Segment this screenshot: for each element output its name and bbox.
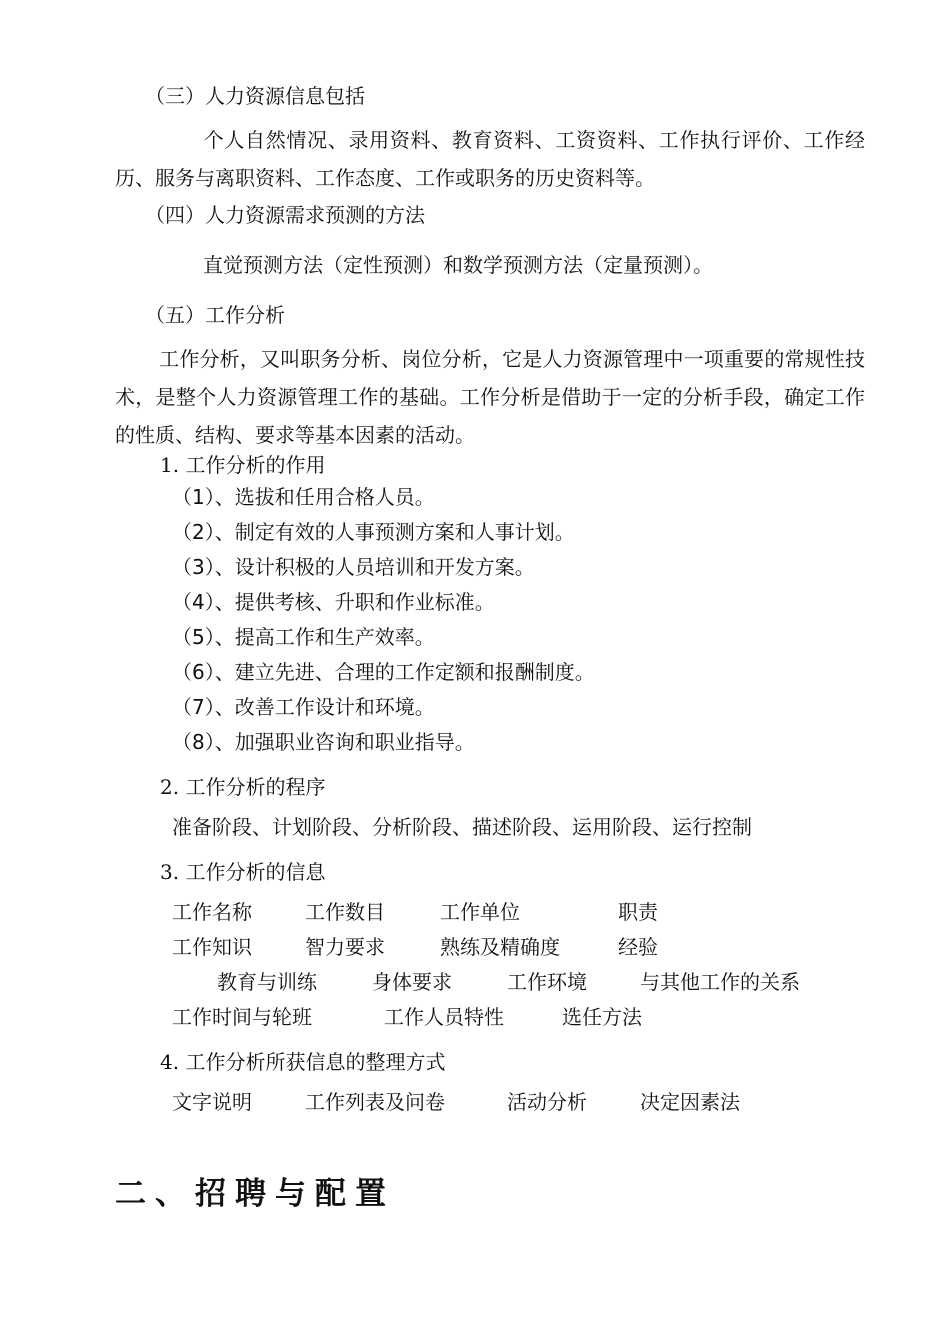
info-item: 工作时间与轮班: [172, 1005, 312, 1029]
list-item: （5）、提高工作和生产效率。: [172, 625, 435, 649]
list-item: （6）、建立先进、合理的工作定额和报酬制度。: [172, 660, 595, 684]
info-item: 工作知识: [172, 935, 252, 959]
info-item: 工作数目: [305, 900, 385, 924]
list-item: （7）、改善工作设计和环境。: [172, 695, 435, 719]
list-item: （2）、制定有效的人事预测方案和人事计划。: [172, 520, 575, 544]
method-item: 文字说明: [172, 1090, 252, 1114]
info-item: 职责: [618, 900, 658, 924]
section-4-title: （四）人力资源需求预测的方法: [145, 203, 425, 227]
subsection-3-title: 3. 工作分析的信息: [160, 860, 326, 884]
info-item: 身体要求: [372, 970, 452, 994]
subsection-4-title: 4. 工作分析所获信息的整理方式: [160, 1050, 446, 1074]
method-item: 活动分析: [507, 1090, 587, 1114]
info-item: 工作单位: [440, 900, 520, 924]
method-item: 决定因素法: [640, 1090, 740, 1114]
list-item: （1）、选拔和任用合格人员。: [172, 485, 435, 509]
info-item: 与其他工作的关系: [640, 970, 800, 994]
info-item: 经验: [618, 935, 658, 959]
info-item: 熟练及精确度: [440, 935, 560, 959]
info-item: 工作名称: [172, 900, 252, 924]
section-3-body: [115, 121, 865, 197]
subsection-2-body: 准备阶段、计划阶段、分析阶段、描述阶段、运用阶段、运行控制: [172, 815, 752, 839]
chapter-heading: 二、招聘与配置: [115, 1176, 395, 1212]
info-item: 智力要求: [305, 935, 385, 959]
section-5-body-text: 工作分析，又叫职务分析、岗位分析，它是人力资源管理中一项重要的常规性技术，是整个人力资源管理工作的基础。工作分析是借助于一定的分析手段，确定工作的性质、结构、要求等基本因素的活动。: [115, 347, 865, 447]
method-item: 工作列表及问卷: [305, 1090, 445, 1114]
subsection-1-title: 1. 工作分析的作用: [160, 453, 326, 477]
section-4-body: 直觉预测方法（定性预测）和数学预测方法（定量预测）。: [203, 253, 713, 277]
info-item: 教育与训练: [217, 970, 317, 994]
section-5-title: （五）工作分析: [145, 303, 285, 327]
list-item: （8）、加强职业咨询和职业指导。: [172, 730, 475, 754]
info-item: 工作环境: [507, 970, 587, 994]
section-3-title: （三）人力资源信息包括: [145, 84, 365, 108]
info-item: 选任方法: [562, 1005, 642, 1029]
info-item: 工作人员特性: [384, 1005, 504, 1029]
list-item: （4）、提供考核、升职和作业标准。: [172, 590, 495, 614]
section-5-body: [115, 340, 865, 454]
list-item: （3）、设计积极的人员培训和开发方案。: [172, 555, 535, 579]
section-3-body-text: 个人自然情况、录用资料、教育资料、工资资料、工作执行评价、工作经历、服务与离职资料、工作态度、工作或职务的历史资料等。: [115, 128, 865, 190]
subsection-2-title: 2. 工作分析的程序: [160, 775, 326, 799]
